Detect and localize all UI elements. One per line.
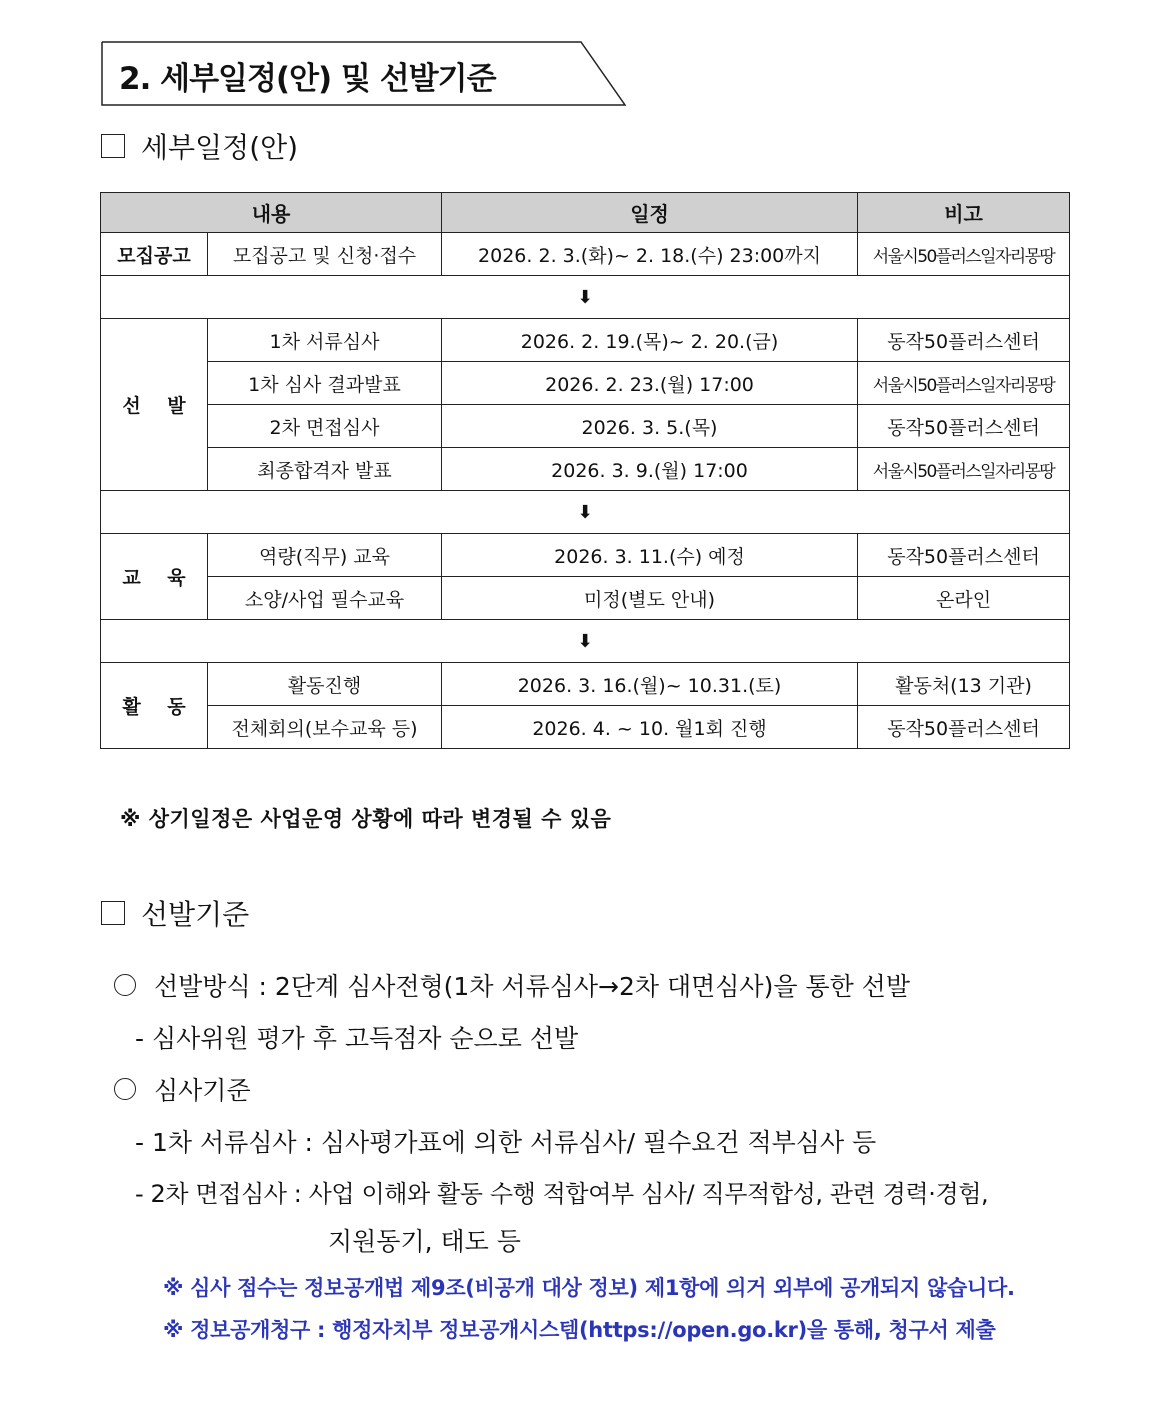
- row-date: 2026. 4. ~ 10. 월1회 진행: [442, 706, 858, 749]
- row-date: 2026. 2. 3.(화)~ 2. 18.(수) 23:00까지: [442, 233, 858, 276]
- header-schedule: 일정: [442, 193, 858, 233]
- row-note: 서울시50플러스일자리몽땅: [858, 233, 1070, 276]
- group-label: 모집공고: [101, 233, 208, 276]
- group-label: 선 발: [101, 319, 208, 491]
- table-row: [101, 405, 1070, 448]
- arrow-row: [101, 620, 1070, 663]
- table-row: [101, 448, 1070, 491]
- row-date: 2026. 3. 5.(목): [442, 405, 858, 448]
- group-label: 교 육: [101, 534, 208, 620]
- circle-bullet-icon: [114, 974, 136, 996]
- section-title: 2. 세부일정(안) 및 선발기준: [119, 61, 496, 97]
- row-item: 소양/사업 필수교육: [208, 577, 442, 620]
- header-note: 비고: [858, 193, 1070, 233]
- row-item: 역량(직무) 교육: [208, 534, 442, 577]
- schedule-table: [100, 192, 1070, 749]
- row-note: 동작50플러스센터: [858, 706, 1070, 749]
- row-item: 모집공고 및 신청·접수: [208, 233, 442, 276]
- table-header-row: [101, 193, 1070, 233]
- criteria-standard-sub2: - 2차 면접심사 : 사업 이해와 활동 수행 적합여부 심사/ 직무적합성, 관련 경력·경험,: [135, 1180, 989, 1208]
- criteria-method-text: 선발방식 : 2단계 심사전형(1차 서류심사→2차 대면심사)을 통한 선발: [154, 972, 910, 1001]
- schedule-note: ※ 상기일정은 사업운영 상황에 따라 변경될 수 있음: [120, 807, 612, 831]
- checkbox-square-icon: [101, 901, 125, 925]
- arrow-row: [101, 491, 1070, 534]
- row-note: 동작50플러스센터: [858, 405, 1070, 448]
- table-row: [101, 233, 1070, 276]
- arrow-row: [101, 276, 1070, 319]
- circle-bullet-icon: [114, 1078, 136, 1100]
- table-row: [101, 663, 1070, 706]
- group-label: 활 동: [101, 663, 208, 749]
- row-note: 온라인: [858, 577, 1070, 620]
- table-row: [101, 534, 1070, 577]
- row-note: 서울시50플러스일자리몽땅: [858, 362, 1070, 405]
- table-row: [101, 319, 1070, 362]
- header-content: 내용: [101, 193, 442, 233]
- criteria-heading: [101, 893, 249, 933]
- criteria-standard: [114, 1071, 251, 1107]
- schedule-heading: [101, 126, 298, 166]
- row-date: 2026. 3. 16.(월)~ 10.31.(토): [442, 663, 858, 706]
- down-arrow-icon: ⬇: [101, 491, 1070, 534]
- down-arrow-icon: ⬇: [101, 620, 1070, 663]
- row-item: 2차 면접심사: [208, 405, 442, 448]
- row-note: 동작50플러스센터: [858, 319, 1070, 362]
- criteria-method-sub: - 심사위원 평가 후 고득점자 순으로 선발: [135, 1024, 579, 1053]
- row-item: 1차 서류심사: [208, 319, 442, 362]
- checkbox-square-icon: [101, 134, 125, 158]
- row-date: 2026. 2. 19.(목)~ 2. 20.(금): [442, 319, 858, 362]
- row-note: 활동처(13 기관): [858, 663, 1070, 706]
- table-row: [101, 577, 1070, 620]
- schedule-heading-text: 세부일정(안): [141, 131, 299, 164]
- criteria-standard-sub2-cont: 지원동기, 태도 등: [328, 1227, 521, 1256]
- info-request-note: ※ 정보공개청구 : 행정자치부 정보공개시스템(https://open.go.kr)을 통해, 청구서 제출: [163, 1318, 996, 1342]
- row-item: 1차 심사 결과발표: [208, 362, 442, 405]
- table-row: [101, 362, 1070, 405]
- row-date: 미정(별도 안내): [442, 577, 858, 620]
- row-item: 활동진행: [208, 663, 442, 706]
- row-item: 전체회의(보수교육 등): [208, 706, 442, 749]
- criteria-method: [114, 967, 910, 1003]
- criteria-standard-text: 심사기준: [154, 1076, 251, 1105]
- row-date: 2026. 3. 9.(월) 17:00: [442, 448, 858, 491]
- criteria-heading-text: 선발기준: [141, 898, 250, 931]
- section-title-box: [101, 41, 626, 106]
- row-date: 2026. 3. 11.(수) 예정: [442, 534, 858, 577]
- table-row: [101, 706, 1070, 749]
- score-disclosure-note: ※ 심사 점수는 정보공개법 제9조(비공개 대상 정보) 제1항에 의거 외부에 공개되지 않습니다.: [163, 1276, 1015, 1300]
- row-date: 2026. 2. 23.(월) 17:00: [442, 362, 858, 405]
- criteria-standard-sub1: - 1차 서류심사 : 심사평가표에 의한 서류심사/ 필수요건 적부심사 등: [135, 1128, 877, 1157]
- row-item: 최종합격자 발표: [208, 448, 442, 491]
- row-note: 서울시50플러스일자리몽땅: [858, 448, 1070, 491]
- row-note: 동작50플러스센터: [858, 534, 1070, 577]
- down-arrow-icon: ⬇: [101, 276, 1070, 319]
